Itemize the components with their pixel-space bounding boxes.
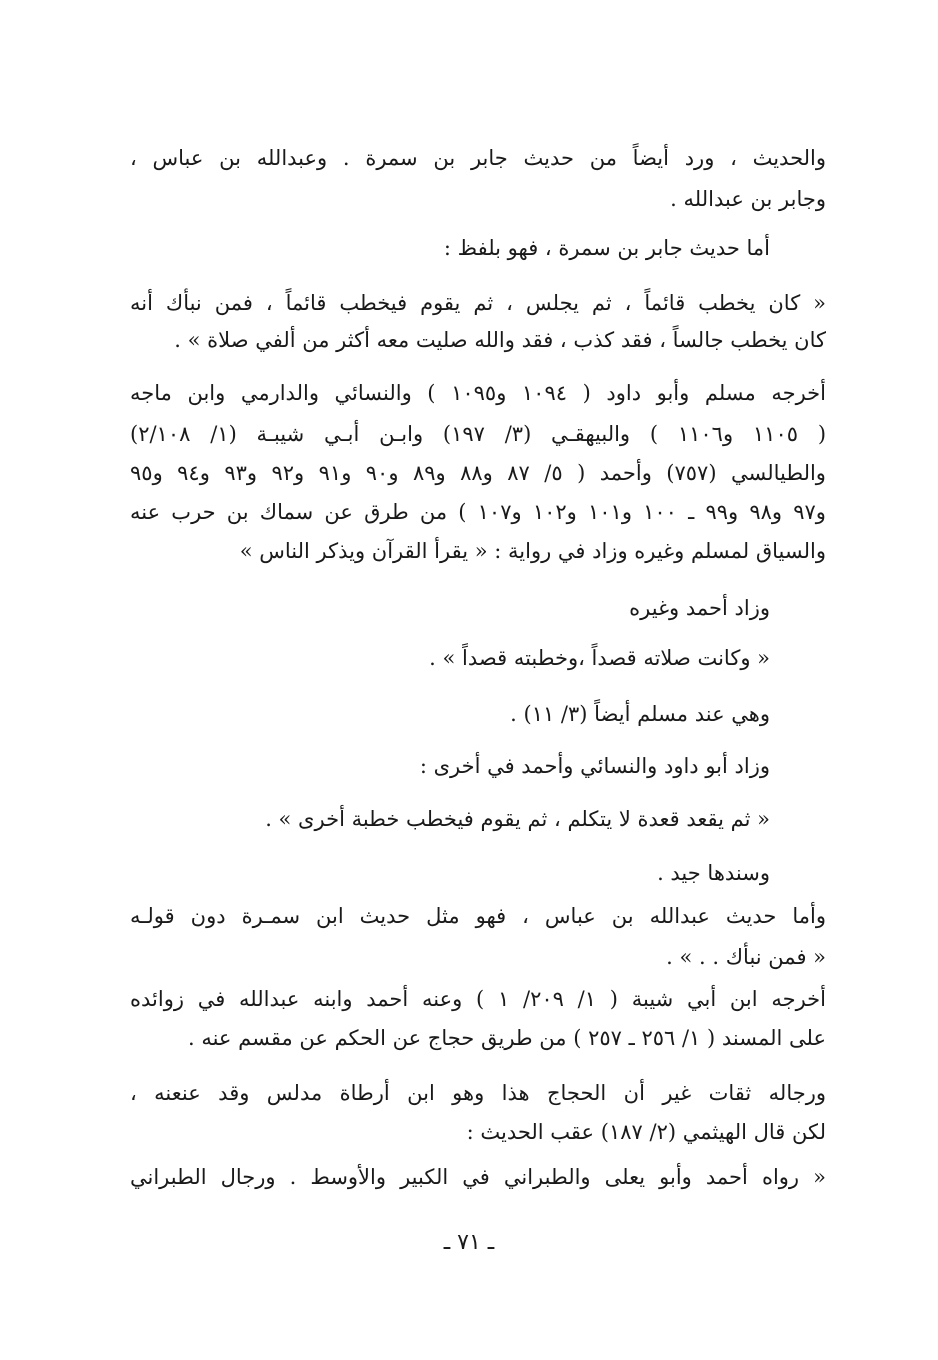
text-line: والطيالسي (٧٥٧) وأحمد ( ٥/ ٨٧ و٨٨ و٨٩ و٩٠ و٩١ و٩٢ و٩٣ و٩٤ و٩٥ (130, 461, 826, 485)
text-line: « فمن نبأك . . » . (666, 945, 826, 969)
text-line: على المسند ( ١/ ٢٥٦ ـ ٢٥٧ ) من طريق حجاج عن الحكم عن مقسم عنه . (187, 1026, 826, 1050)
text-line: و٩٧ و٩٨ و٩٩ ـ ١٠٠ و١٠١ و١٠٢ و١٠٧ ) من طرق عن سماك بن حرب عنه (130, 500, 826, 524)
text-line: أما حديث جابر بن سمرة ، فهو بلفظ : (443, 236, 770, 260)
page-number: ـ ٧١ ـ (443, 1230, 495, 1255)
text-line: « وكانت صلاته قصداً ،وخطبته قصداً » . (429, 646, 770, 670)
text-line: أخرجه مسلم وأبو داود ( ١٠٩٤ و١٠٩٥ ) والنسائي والدارمي وابن ماجه (130, 381, 826, 405)
text-line: وزاد أبو داود والنسائي وأحمد في أخرى : (419, 754, 770, 778)
text-line: أخرجه ابن أبي شيبة ( ١/ ٢٠٩/ ١ ) وعنه أحمد وابنه عبدالله في زوائده (130, 987, 826, 1011)
text-line: والحديث ، ورد أيضاً من حديث جابر بن سمرة . وعبدالله بن عباس ، (130, 146, 826, 170)
text-line: ( ١١٠٥ و١١٠٦ ) والبيهقـي (٣/ ١٩٧) وابـن أبـي شيبـة (١/ ٢/١٠٨) (130, 422, 827, 446)
text-line: لكن قال الهيثمي (٢/ ١٨٧) عقب الحديث : (466, 1120, 826, 1144)
text-line: « ثم يقعد قعدة لا يتكلم ، ثم يقوم فيخطب خطبة أخرى » . (265, 807, 770, 831)
text-line: وأما حديث عبدالله بن عباس ، فهو مثل حديث ابن سمـرة دون قولـه (130, 904, 826, 928)
text-line: كان يخطب جالساً ، فقد كذب ، فقد والله صليت معه أكثر من ألفي صلاة » . (174, 328, 826, 352)
text-line: والسياق لمسلم وغيره وزاد في رواية : « يقرأ القرآن ويذكر الناس » (239, 539, 826, 563)
text-line: ورجاله ثقات غير أن الحجاج هذا وهو ابن أرطاة مدلس وقد عنعنه ، (130, 1081, 826, 1105)
text-line: وهي عند مسلم أيضاً (٣/ ١١) . (510, 702, 770, 726)
text-line: وجابر بن عبدالله . (670, 187, 826, 211)
text-line: « كان يخطب قائماً ، ثم يجلس ، ثم يقوم فيخطب قائماً ، فمن نبأك أنه (130, 291, 826, 315)
text-line: وسندها جيد . (657, 861, 770, 885)
text-line: « رواه أحمد وأبو يعلى والطبراني في الكبير والأوسط . ورجال الطبراني (130, 1165, 826, 1189)
text-line: وزاد أحمد وغيره (629, 596, 770, 620)
